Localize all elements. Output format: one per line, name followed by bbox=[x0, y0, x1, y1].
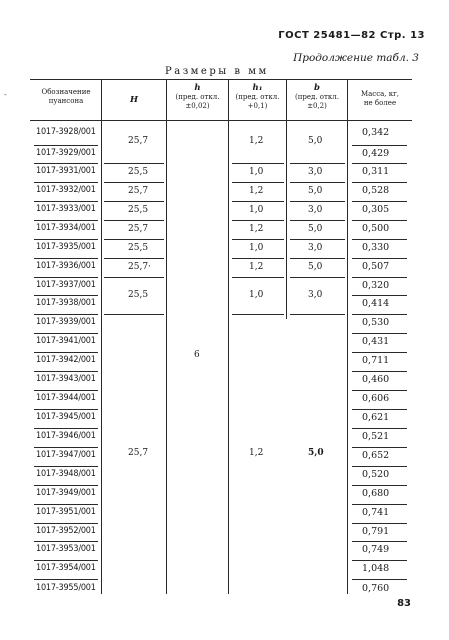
mass-row-line bbox=[352, 314, 407, 315]
row-designation: 1017-3941/001 bbox=[36, 336, 96, 346]
designation-row-line bbox=[34, 295, 98, 296]
row-mass: 0,741 bbox=[362, 507, 390, 518]
group-line-H bbox=[104, 163, 164, 164]
group-b: 3,0 bbox=[308, 289, 323, 300]
group-line-H bbox=[104, 277, 164, 278]
group-line-h1 bbox=[232, 201, 284, 202]
row-mass: 0,342 bbox=[362, 127, 390, 138]
page-header: ГОСТ 25481—82 Стр. 13 bbox=[278, 30, 425, 41]
row-designation: 1017-3935/001 bbox=[36, 242, 96, 252]
row-designation: 1017-3951/001 bbox=[36, 507, 96, 517]
mass-row-line bbox=[352, 145, 407, 146]
group-H: 25,5 bbox=[128, 166, 149, 177]
designation-row-line bbox=[34, 504, 98, 505]
row-designation: 1017-3936/001 bbox=[36, 261, 96, 271]
group-line-b bbox=[290, 201, 345, 202]
group-H: 25,7 bbox=[128, 448, 149, 458]
designation-row-line bbox=[34, 314, 98, 315]
mass-row-line bbox=[352, 371, 407, 372]
h-merged-value: 6 bbox=[194, 350, 200, 360]
mass-row-line bbox=[352, 428, 407, 429]
group-h1: 1,2 bbox=[249, 223, 264, 234]
row-designation: 1017-3937/001 bbox=[36, 280, 96, 290]
header-b: b (пред. откл. ±0,2) bbox=[295, 83, 339, 110]
row-mass: 0,305 bbox=[362, 204, 390, 215]
units-label: Размеры в мм bbox=[165, 66, 269, 77]
row-designation: 1017-3945/001 bbox=[36, 412, 96, 422]
designation-row-line bbox=[34, 182, 98, 183]
mass-row-line bbox=[352, 504, 407, 505]
designation-row-line bbox=[34, 541, 98, 542]
group-line-b bbox=[290, 163, 345, 164]
group-line-H bbox=[104, 314, 164, 315]
row-designation: 1017-3946/001 bbox=[36, 431, 96, 441]
group-h1: 1,2 bbox=[249, 448, 264, 458]
designation-row-line bbox=[34, 371, 98, 372]
column-divider-3 bbox=[228, 79, 229, 594]
row-mass: 0,320 bbox=[362, 280, 390, 291]
row-mass: 0,749 bbox=[362, 544, 390, 555]
group-line-H bbox=[104, 258, 164, 259]
row-designation: 1017-3948/001 bbox=[36, 469, 96, 479]
group-line-H bbox=[104, 239, 164, 240]
group-line-h1 bbox=[232, 277, 284, 278]
header-mass: Масса, кг, не более bbox=[360, 90, 400, 107]
page-number: 83 bbox=[397, 598, 411, 609]
designation-row-line bbox=[34, 277, 98, 278]
row-mass: 0,500 bbox=[362, 223, 390, 234]
mass-row-line bbox=[352, 409, 407, 410]
mass-row-line bbox=[352, 560, 407, 561]
row-mass: 0,521 bbox=[362, 431, 390, 442]
designation-row-line bbox=[34, 258, 98, 259]
row-mass: 0,330 bbox=[362, 242, 390, 253]
header-H: H bbox=[129, 95, 139, 105]
margin-mark: - bbox=[4, 90, 7, 99]
designation-row-line bbox=[34, 220, 98, 221]
group-line-b bbox=[290, 220, 345, 221]
group-h1: 1,0 bbox=[249, 289, 264, 300]
group-H: 25,5 bbox=[128, 242, 149, 253]
row-designation: 1017-3932/001 bbox=[36, 185, 96, 195]
mass-row-line bbox=[352, 295, 407, 296]
designation-row-line bbox=[34, 560, 98, 561]
row-designation: 1017-3949/001 bbox=[36, 488, 96, 498]
group-line-h1 bbox=[232, 182, 284, 183]
row-mass: 0,760 bbox=[362, 583, 390, 594]
designation-row-line bbox=[34, 163, 98, 164]
group-H: 25,7 bbox=[128, 136, 149, 146]
row-designation: 1017-3944/001 bbox=[36, 393, 96, 403]
mass-row-line bbox=[352, 447, 407, 448]
row-designation: 1017-3955/001 bbox=[36, 583, 96, 593]
group-H: 25,7 bbox=[128, 185, 149, 196]
mass-row-line bbox=[352, 352, 407, 353]
row-designation: 1017-3942/001 bbox=[36, 355, 96, 365]
row-mass: 0,791 bbox=[362, 526, 390, 537]
group-h1: 1,0 bbox=[249, 242, 264, 253]
designation-row-line bbox=[34, 145, 98, 146]
mass-row-line bbox=[352, 333, 407, 334]
designation-row-line bbox=[34, 333, 98, 334]
group-b: 5,0 bbox=[308, 223, 323, 234]
row-designation: 1017-3928/001 bbox=[36, 127, 96, 137]
group-b: 5,0 bbox=[308, 448, 324, 458]
mass-row-line bbox=[352, 163, 407, 164]
row-designation: 1017-3943/001 bbox=[36, 374, 96, 384]
group-h1: 1,2 bbox=[249, 185, 264, 196]
row-mass: 0,507 bbox=[362, 261, 390, 272]
column-divider-5 bbox=[347, 79, 348, 594]
row-mass: 0,429 bbox=[362, 148, 390, 159]
group-line-h1 bbox=[232, 314, 284, 315]
row-mass: 0,711 bbox=[362, 355, 390, 366]
group-line-h1 bbox=[232, 220, 284, 221]
column-divider-H-left bbox=[101, 121, 102, 594]
row-designation: 1017-3938/001 bbox=[36, 298, 96, 308]
mass-row-line bbox=[352, 390, 407, 391]
mass-row-line bbox=[352, 239, 407, 240]
group-line-H bbox=[104, 220, 164, 221]
header-designation: Обозначение пуансона bbox=[41, 88, 91, 105]
row-designation: 1017-3954/001 bbox=[36, 563, 96, 573]
column-divider-2 bbox=[166, 79, 167, 594]
designation-row-line bbox=[34, 409, 98, 410]
table-continuation-label: Продолжение табл. 3 bbox=[293, 52, 419, 64]
row-mass: 0,606 bbox=[362, 393, 390, 404]
designation-row-line bbox=[34, 239, 98, 240]
mass-row-line bbox=[352, 523, 407, 524]
group-b: 3,0 bbox=[308, 166, 323, 177]
mass-row-line bbox=[352, 579, 407, 580]
group-b: 5,0 bbox=[308, 136, 323, 146]
group-line-h1 bbox=[232, 258, 284, 259]
mass-row-line bbox=[352, 220, 407, 221]
row-designation: 1017-3953/001 bbox=[36, 544, 96, 554]
group-line-b bbox=[290, 182, 345, 183]
group-line-h1 bbox=[232, 163, 284, 164]
row-mass: 0,311 bbox=[362, 166, 390, 177]
row-mass: 0,431 bbox=[362, 336, 390, 347]
group-line-b bbox=[290, 314, 345, 315]
row-mass: 0,460 bbox=[362, 374, 390, 385]
row-designation: 1017-3934/001 bbox=[36, 223, 96, 233]
designation-row-line bbox=[34, 428, 98, 429]
group-H: 25,7· bbox=[128, 261, 151, 272]
row-mass: 0,528 bbox=[362, 185, 390, 196]
designation-row-line bbox=[34, 390, 98, 391]
mass-row-line bbox=[352, 466, 407, 467]
row-mass: 1,048 bbox=[362, 563, 390, 574]
designation-row-line bbox=[34, 485, 98, 486]
row-designation: 1017-3931/001 bbox=[36, 166, 96, 176]
group-h1: 1,0 bbox=[249, 204, 264, 215]
row-mass: 0,680 bbox=[362, 488, 390, 499]
group-h1: 1,0 bbox=[249, 166, 264, 177]
group-line-H bbox=[104, 201, 164, 202]
mass-row-line bbox=[352, 277, 407, 278]
group-H: 25,5 bbox=[128, 204, 149, 215]
mass-row-line bbox=[352, 258, 407, 259]
row-designation: 1017-3929/001 bbox=[36, 148, 96, 158]
row-designation: 1017-3947/001 bbox=[36, 450, 96, 460]
group-H: 25,7 bbox=[128, 223, 149, 234]
row-designation: 1017-3939/001 bbox=[36, 317, 96, 327]
designation-row-line bbox=[34, 352, 98, 353]
row-mass: 0,520 bbox=[362, 469, 390, 480]
table-header-border bbox=[30, 120, 412, 121]
mass-row-line bbox=[352, 201, 407, 202]
column-divider-b-left bbox=[286, 121, 287, 319]
header-h1: h₁ (пред. откл. +0,1) bbox=[235, 83, 280, 110]
group-line-h1 bbox=[232, 239, 284, 240]
group-b: 3,0 bbox=[308, 204, 323, 215]
row-designation: 1017-3952/001 bbox=[36, 526, 96, 536]
designation-row-line bbox=[34, 579, 98, 580]
row-designation: 1017-3933/001 bbox=[36, 204, 96, 214]
group-H: 25,5 bbox=[128, 289, 149, 300]
group-line-b bbox=[290, 239, 345, 240]
group-b: 5,0 bbox=[308, 261, 323, 272]
mass-row-line bbox=[352, 182, 407, 183]
group-line-b bbox=[290, 258, 345, 259]
designation-row-line bbox=[34, 201, 98, 202]
group-h1: 1,2 bbox=[249, 261, 264, 272]
mass-row-line bbox=[352, 485, 407, 486]
row-mass: 0,414 bbox=[362, 298, 390, 309]
row-mass: 0,652 bbox=[362, 450, 390, 461]
group-line-H bbox=[104, 182, 164, 183]
designation-row-line bbox=[34, 466, 98, 467]
designation-row-line bbox=[34, 523, 98, 524]
row-mass: 0,530 bbox=[362, 317, 390, 328]
mass-row-line bbox=[352, 541, 407, 542]
designation-row-line bbox=[34, 447, 98, 448]
header-h: h (пред. откл. ±0,02) bbox=[175, 83, 220, 110]
row-mass: 0,621 bbox=[362, 412, 390, 423]
group-b: 3,0 bbox=[308, 242, 323, 253]
group-h1: 1,2 bbox=[249, 136, 264, 146]
group-line-b bbox=[290, 277, 345, 278]
table-top-border bbox=[30, 79, 412, 80]
group-b: 5,0 bbox=[308, 185, 323, 196]
